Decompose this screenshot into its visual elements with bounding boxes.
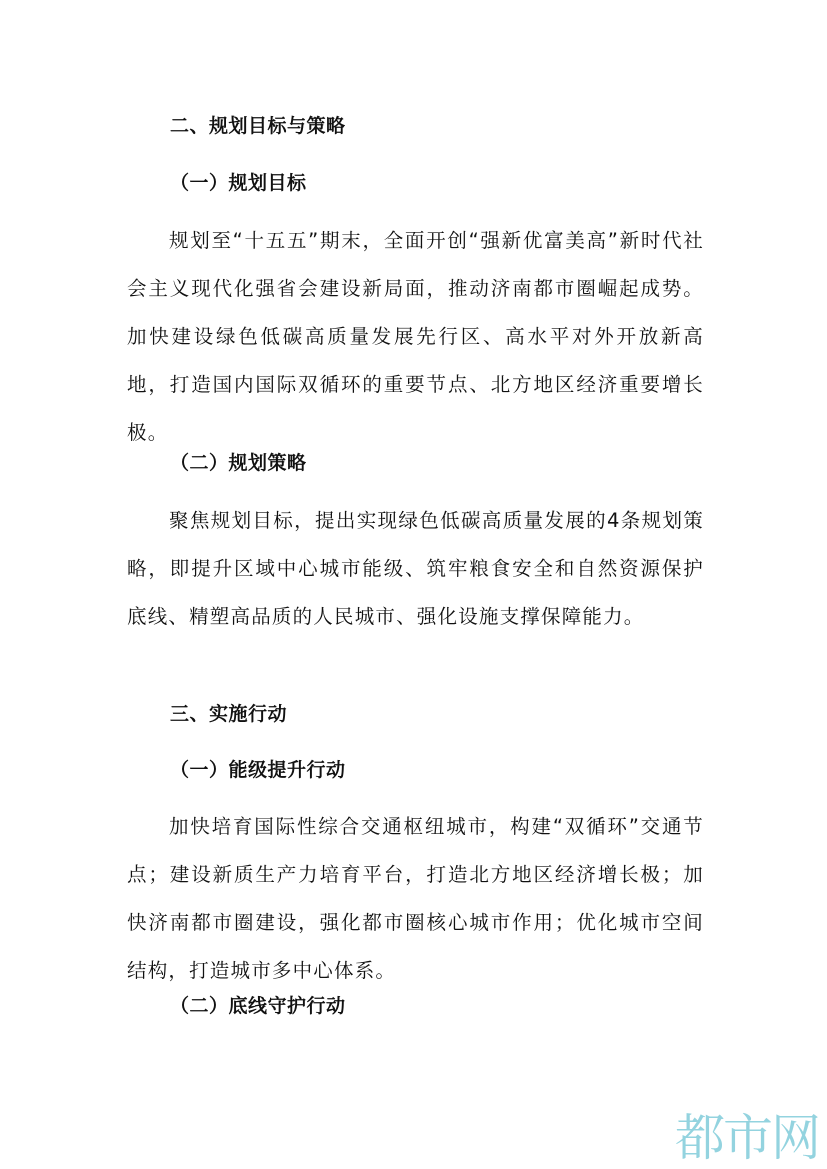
section-2-sub2-heading: （二）规划策略 xyxy=(170,452,307,474)
section-3-sub1-paragraph: 加快培育国际性综合交通枢纽城市，构建“双循环”交通节点；建设新质生产力培育平台，打造北方地区经济增长极；加快济南都市圈建设，强化都市圈核心城市作用；优化城市空间结构，打造城市多中心体系。 xyxy=(127,815,704,982)
watermark-text: 都市网 xyxy=(675,1109,819,1167)
section-3-heading: 三、实施行动 xyxy=(170,703,288,725)
section-2-sub2-paragraph: 聚焦规划目标，提出实现绿色低碳高质量发展的4条规划策略，即提升区域中心城市能级、筑牢粮食安全和自然资源保护底线、精塑高品质的人民城市、强化设施支撑保障能力。 xyxy=(127,509,704,628)
section-2-sub1-paragraph: 规划至“十五五”期末，全面开创“强新优富美高”新时代社会主义现代化强省会建设新局面，推动济南都市圈崛起成势。加快建设绿色低碳高质量发展先行区、高水平对外开放新高地，打造国内国际双循环的重要节点、北方地区经济重要增长极。 xyxy=(127,229,704,444)
watermark-logo xyxy=(675,1109,819,1167)
section-2-heading: 二、规划目标与策略 xyxy=(170,115,346,137)
section-3-sub2-heading: （二）底线守护行动 xyxy=(170,995,346,1017)
section-2-sub1-heading: （一）规划目标 xyxy=(170,172,307,194)
section-3-sub1-heading: （一）能级提升行动 xyxy=(170,759,346,781)
